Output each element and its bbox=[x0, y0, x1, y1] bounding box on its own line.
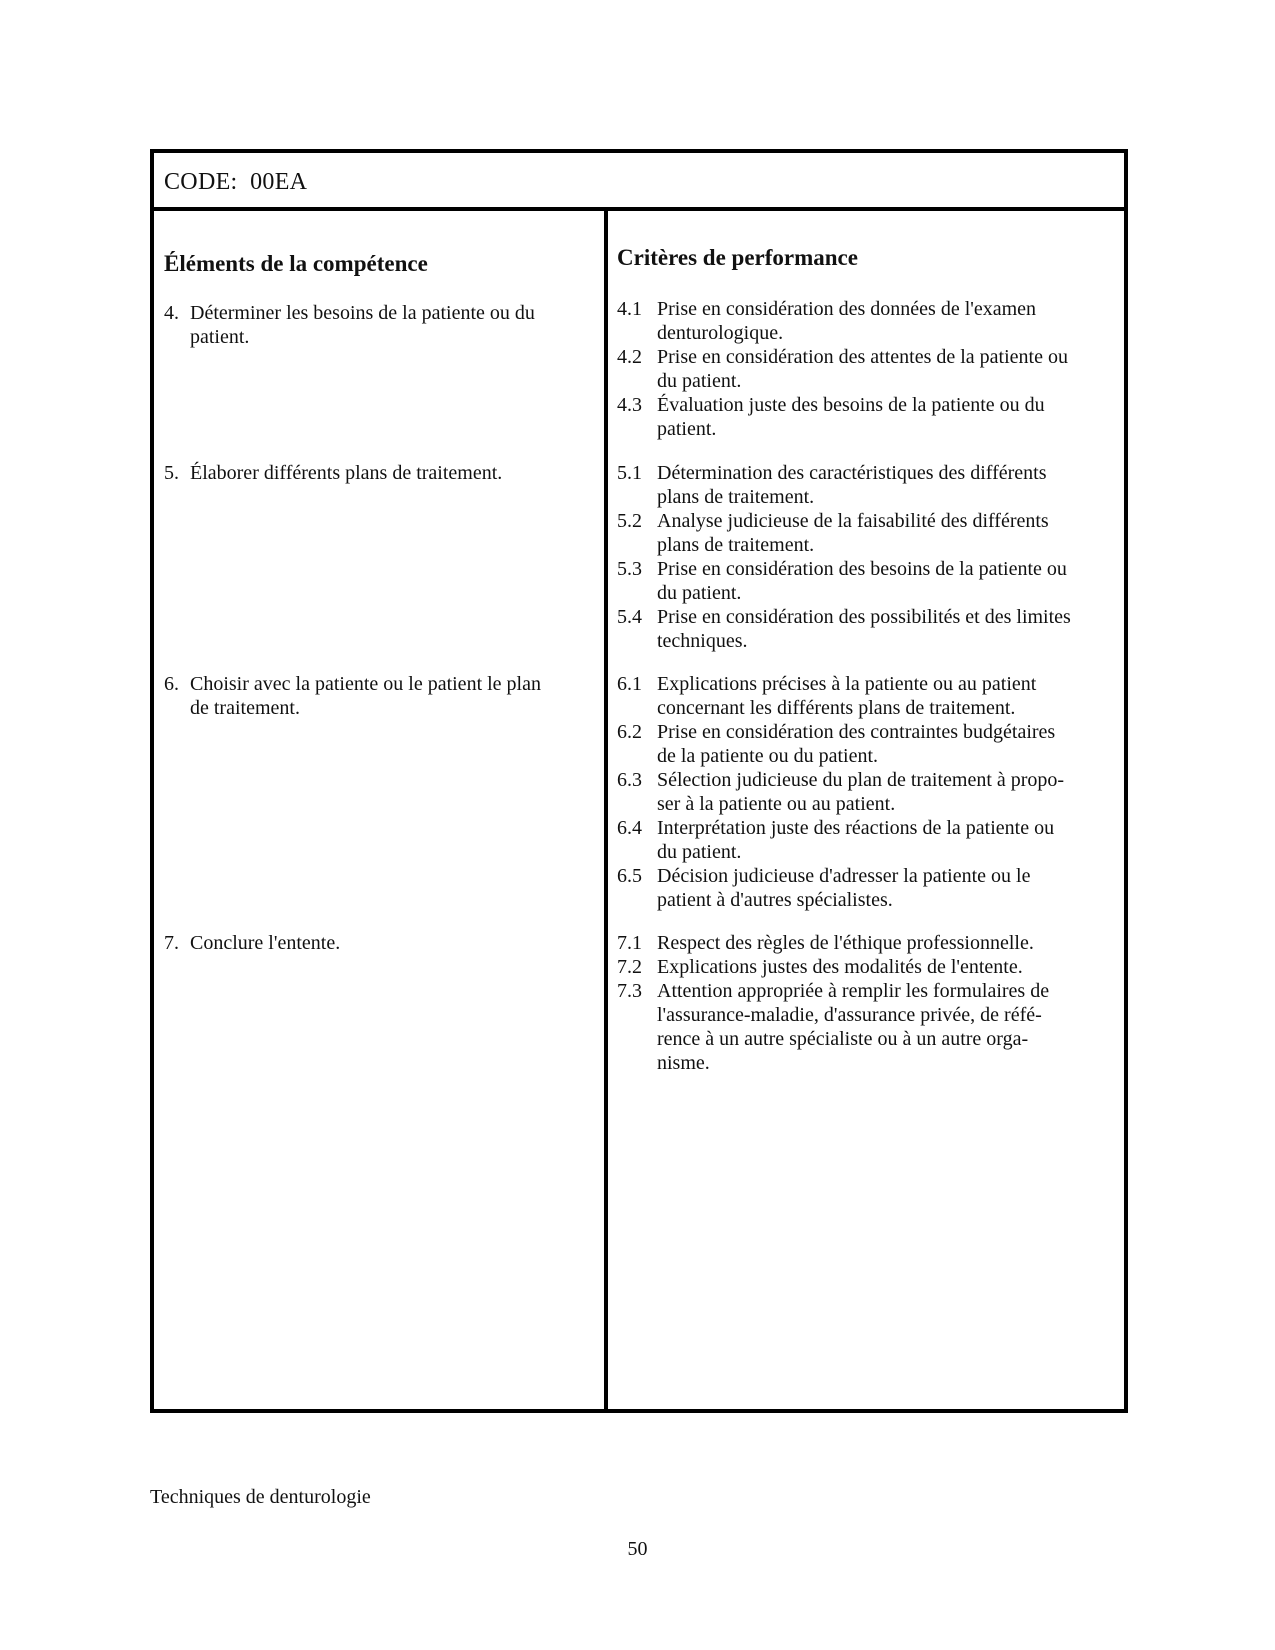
criterion-number: 4.2 bbox=[617, 346, 642, 368]
criterion-text: Évaluation juste des besoins de la patiente ou du patient. bbox=[657, 394, 1045, 440]
competency-table bbox=[150, 149, 1128, 1413]
criterion-number: 6.5 bbox=[617, 865, 642, 887]
criterion-text: Respect des règles de l'éthique professionnelle. bbox=[657, 932, 1034, 954]
criterion-text: Détermination des caractéristiques des différents plans de traitement. bbox=[657, 462, 1047, 508]
program-title: Techniques de denturologie bbox=[150, 1486, 371, 1508]
criterion-number: 7.2 bbox=[617, 956, 642, 978]
criterion-text: Explications précises à la patiente ou au patient concernant les différents plans de traitement. bbox=[657, 673, 1037, 719]
criterion-number: 5.2 bbox=[617, 510, 642, 532]
criterion-text: Prise en considération des possibilités et des limites techniques. bbox=[657, 606, 1071, 652]
criterion-number: 5.4 bbox=[617, 606, 642, 628]
element-item bbox=[164, 461, 502, 485]
criterion-item bbox=[617, 345, 1068, 393]
element-number: 6. bbox=[164, 673, 179, 695]
criterion-number: 4.1 bbox=[617, 298, 642, 320]
element-number: 7. bbox=[164, 932, 179, 954]
element-number: 5. bbox=[164, 462, 179, 484]
element-text: Choisir avec la patiente ou le patient le plan de traitement. bbox=[190, 673, 541, 719]
criterion-text: Attention appropriée à remplir les formulaires de l'assurance-maladie, d'assurance privée, de réfé- rence à un autre spécialiste ou à un autre orga- nisme. bbox=[657, 980, 1050, 1074]
criterion-item bbox=[617, 864, 1030, 912]
criterion-item bbox=[617, 605, 1071, 653]
criterion-item bbox=[617, 816, 1054, 864]
criterion-number: 4.3 bbox=[617, 394, 642, 416]
criterion-item bbox=[617, 931, 1034, 955]
criterion-number: 6.2 bbox=[617, 721, 642, 743]
element-item bbox=[164, 672, 541, 720]
criterion-item bbox=[617, 768, 1064, 816]
criterion-text: Analyse judicieuse de la faisabilité des différents plans de traitement. bbox=[657, 510, 1049, 556]
criterion-item bbox=[617, 557, 1067, 605]
criterion-number: 5.1 bbox=[617, 462, 642, 484]
elements-heading: Éléments de la compétence bbox=[164, 251, 428, 276]
element-text: Déterminer les besoins de la patiente ou du patient. bbox=[190, 302, 535, 348]
criterion-number: 6.4 bbox=[617, 817, 642, 839]
criterion-item bbox=[617, 297, 1036, 345]
element-text: Conclure l'entente. bbox=[190, 932, 341, 954]
element-number: 4. bbox=[164, 302, 179, 324]
criterion-item bbox=[617, 672, 1036, 720]
code-label: CODE: 00EA bbox=[164, 169, 308, 195]
element-text: Élaborer différents plans de traitement. bbox=[190, 462, 503, 484]
criterion-text: Prise en considération des données de l'examen denturologique. bbox=[657, 298, 1037, 344]
criterion-text: Prise en considération des attentes de la patiente ou du patient. bbox=[657, 346, 1068, 392]
page-number: 50 bbox=[627, 1538, 648, 1560]
criterion-item bbox=[617, 979, 1049, 1075]
criteria-heading: Critères de performance bbox=[617, 245, 858, 270]
criterion-number: 7.3 bbox=[617, 980, 642, 1002]
column-divider bbox=[604, 207, 608, 1413]
criterion-item bbox=[617, 720, 1055, 768]
criterion-text: Prise en considération des contraintes budgétaires de la patiente ou du patient. bbox=[657, 721, 1056, 767]
criterion-item bbox=[617, 955, 1023, 979]
criterion-item bbox=[617, 509, 1049, 557]
criterion-number: 6.3 bbox=[617, 769, 642, 791]
criterion-text: Interprétation juste des réactions de la patiente ou du patient. bbox=[657, 817, 1055, 863]
element-item bbox=[164, 931, 340, 955]
element-item bbox=[164, 301, 535, 349]
criterion-text: Explications justes des modalités de l'entente. bbox=[657, 956, 1023, 978]
criterion-text: Décision judicieuse d'adresser la patiente ou le patient à d'autres spécialistes. bbox=[657, 865, 1031, 911]
criterion-number: 6.1 bbox=[617, 673, 642, 695]
criterion-number: 7.1 bbox=[617, 932, 642, 954]
criterion-item bbox=[617, 393, 1045, 441]
criterion-item bbox=[617, 461, 1046, 509]
criterion-text: Sélection judicieuse du plan de traitement à propo- ser à la patiente ou au patient. bbox=[657, 769, 1065, 815]
criterion-number: 5.3 bbox=[617, 558, 642, 580]
criterion-text: Prise en considération des besoins de la patiente ou du patient. bbox=[657, 558, 1067, 604]
code-row bbox=[154, 153, 1124, 211]
